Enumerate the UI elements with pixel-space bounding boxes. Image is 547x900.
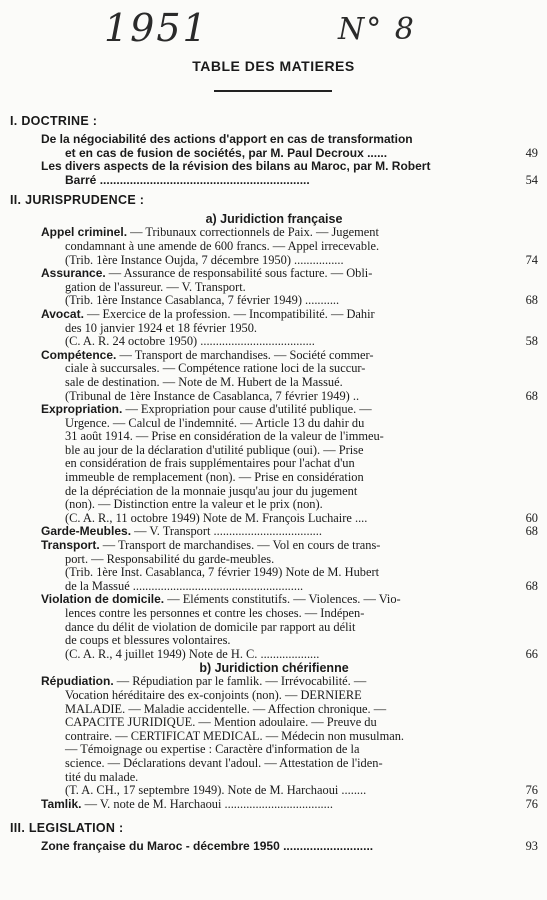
toc-entry-line [41,539,500,553]
toc-entry-line [41,634,500,648]
toc-entry-head: Garde-Meubles. [41,524,132,539]
toc-entry-line [41,444,500,458]
toc-entry-line [41,322,500,336]
toc-page-number: 93 [525,839,538,854]
toc-entry-text: 31 août 1914. — Prise en considération de la valeur de l'immeu- [65,429,384,444]
toc-entry-text: MALADIE. — Maladie accidentelle. — Affection chronique. — [65,701,387,716]
title-underline [214,90,332,92]
toc-entry-text: De la négociabilité des actions d'apport en cas de transformation [41,132,413,146]
toc-entry-line [41,840,500,854]
cherifienne-entries [10,675,538,811]
subheading-juridiction-francaise: a) Juridiction française [205,212,343,227]
toc-entry-line [41,430,500,444]
toc-entry-line [41,403,500,417]
toc-entry-line [41,133,500,147]
toc-page-number: 68 [525,388,538,403]
section-heading-jurisprudence: II. JURISPRUDENCE : [10,193,145,208]
toc-entry-text: (non). — Distinction entre la valeur et le prix (non). [65,497,323,512]
toc-entry-text: (Trib. 1ère Instance Casablanca, 7 février 1949) ........... [65,293,340,308]
table-of-contents [10,114,538,854]
toc-entry-text: sale de destination. — Note de M. Hubert de la Massué. [65,374,343,389]
toc-entry-text: ciale à succursales. — Compétence ratione loci de la succur- [65,361,366,376]
toc-entry-text: — Transport de marchandises. — Vol en cours de trans- [99,538,381,553]
section-heading-doctrine: I. DOCTRINE : [10,114,98,128]
toc-entry-text: — Eléments constitutifs. — Violences. — Vio- [164,592,401,607]
toc-entry-text: des 10 janvier 1924 et 18 février 1950. [65,320,258,335]
toc-entry-line [41,362,500,376]
toc-entry-line [41,689,500,703]
toc-entry [41,226,538,267]
toc-page-number: 58 [525,334,538,349]
page-title: TABLE DES MATIERES [192,58,355,74]
toc-entry-head: Violation de domicile. [41,592,165,607]
toc-entry-line [41,730,500,744]
toc-entry-head: Zone française du Maroc [41,839,183,854]
doctrine-entries [10,133,538,187]
toc-entry-line [41,512,500,526]
toc-entry [41,267,538,308]
toc-entry-text: - décembre 1950 ........................... [182,839,374,854]
toc-entry-line [41,743,500,757]
toc-entry-line [41,335,500,349]
toc-entry-line [41,593,500,607]
toc-page-number: 66 [525,646,538,661]
legislation-entries [10,840,538,854]
toc-page-number: 68 [525,524,538,539]
toc-entry-text: science. — Déclarations devant l'adoul. — Attestation de l'iden- [65,755,383,770]
toc-entry-line [41,525,500,539]
toc-entry-line [41,240,500,254]
toc-entry [41,133,538,160]
toc-entry-text: de la dépréciation de la monnaie jusqu'au jour du jugement [65,483,358,498]
toc-page-number: 74 [525,252,538,267]
toc-page-number: 49 [525,145,538,160]
toc-entry-text: ble au jour de la déclaration d'utilité publique (oui). — Prise [65,442,364,457]
toc-entry-line [41,376,500,390]
toc-entry [41,525,538,539]
toc-entry-line [41,254,500,268]
toc-page-number: 68 [525,578,538,593]
toc-entry-line [41,675,500,689]
toc-entry-text: tité du malade. [65,769,139,784]
toc-entry-text: — Répudiation par le famlik. — Irrévocabilité. — [113,674,367,689]
toc-entry-line [41,716,500,730]
toc-entry-line [41,174,500,188]
toc-entry-line [41,798,500,812]
toc-entry-line [41,160,500,174]
toc-entry-line [41,498,500,512]
toc-entry-line [41,757,500,771]
toc-entry-line [41,580,500,594]
toc-entry-line [41,308,500,322]
subheading-juridiction-cherifienne: b) Juridiction chérifienne [199,661,349,676]
toc-entry-line [41,485,500,499]
toc-entry-text: (C. A. R., 4 juillet 1949) Note de H. C. ................... [65,646,320,661]
toc-entry-text: en considération de frais supplémentaires pour l'achat d'un [65,456,355,471]
toc-entry [41,403,538,525]
toc-entry-line [41,417,500,431]
toc-entry-line [41,267,500,281]
toc-entry-text: lences contre les personnes et contre les choses. — Indépen- [65,606,365,620]
toc-entry-line [41,349,500,363]
toc-entry-head: Expropriation. [41,402,123,417]
toc-entry-head: Appel criminel. [41,225,128,240]
toc-entry [41,160,538,187]
toc-entry-text: contraire. — CERTIFICAT MEDICAL. — Médecin non musulman. [65,728,405,743]
toc-page-number: 54 [525,172,538,187]
toc-entry-line [41,648,500,662]
toc-page-number: 68 [525,293,538,308]
toc-entry-text: immeuble de remplacement (non). — Prise en considération [65,470,364,485]
toc-entry-text: — Expropriation pour cause d'utilité publique. — [122,402,372,417]
toc-entry-text: — Assurance de responsabilité sous facture. — Obli- [105,266,373,281]
toc-entry-text: Urgence. — Calcul de l'indemnité. — Article 13 du dahir du [65,415,365,430]
toc-entry-text: (C. A. R., 11 octobre 1949) Note de M. François Luchaire .... [65,510,368,525]
toc-entry-text: (C. A. R. 24 octobre 1950) ..................................... [65,334,315,349]
toc-entry [41,539,538,593]
toc-entry-text: — Exercice de la profession. — Incompatibilité. — Dahir [83,306,375,321]
toc-entry-text: (Trib. 1ère Instance Oujda, 7 décembre 1950) ................ [65,252,344,267]
toc-entry-text: — Tribunaux correctionnels de Paix. — Jugement [127,225,379,240]
toc-entry-text: port. — Responsabilité du garde-meubles. [65,551,275,566]
toc-entry-text: condamnant à une amende de 600 francs. — Appel irrecevable. [65,238,380,253]
toc-entry [41,675,538,797]
toc-entry-text: dance du délit de violation de domicile par rapport au délit [65,619,356,634]
toc-entry [41,798,538,812]
toc-entry-line [41,471,500,485]
toc-page-number: 60 [525,510,538,525]
toc-entry [41,308,538,349]
toc-entry-text: (Tribunal de 1ère Instance de Casablanca, 7 février 1949) .. [65,388,360,403]
toc-entry-text: Vocation héréditaire des ex-conjoints (non). — DERNIERE [65,687,362,702]
toc-entry-head: Tamlik. [41,796,82,811]
toc-entry-text: (T. A. CH., 17 septembre 1949). Note de M. Harchaoui ........ [65,783,367,798]
toc-entry-line [41,281,500,295]
francaise-entries [10,226,538,661]
toc-entry-text: — V. note de M. Harchaoui ................................... [81,796,333,811]
toc-entry-line [41,457,500,471]
toc-entry-line [41,566,500,580]
toc-entry-text: — V. Transport ................................... [131,524,322,539]
toc-entry-line [41,390,500,404]
toc-entry [41,349,538,403]
toc-entry-head: Assurance. [41,266,106,281]
toc-entry [41,593,538,661]
toc-entry-line [41,703,500,717]
toc-entry-text: et en cas de fusion de sociétés, par M. Paul Decroux ...... [65,145,388,160]
toc-entry-line [41,621,500,635]
toc-entry-head: Avocat. [41,306,84,321]
toc-entry-line [41,226,500,240]
toc-page-number: 76 [525,783,538,798]
toc-entry-line [41,607,500,621]
toc-entry-line [41,771,500,785]
toc-entry-text: — Témoignage ou expertise : Caractère d'information de la [65,742,360,757]
toc-entry-head: Compétence. [41,347,117,362]
toc-entry-text: de coups et blessures volontaires. [65,633,231,648]
toc-entry-head: Répudiation. [41,674,114,689]
toc-entry-text: (Trib. 1ère Inst. Casablanca, 7 février 1949) Note de M. Hubert [65,565,380,580]
toc-entry-line [41,784,500,798]
toc-entry-head: Transport. [41,538,100,553]
toc-entry-text: Les divers aspects de la révision des bilans au Maroc, par M. Robert [41,159,431,174]
toc-entry-text: CAPACITE JURIDIQUE. — Mention adoulaire. — Preuve du [65,715,377,730]
handwritten-year: 1951 [104,6,209,50]
handwritten-number: N° 8 [338,12,416,47]
section-heading-legislation: III. LEGISLATION : [10,821,124,836]
toc-entry [41,840,538,854]
toc-entry-text: Barré ............................................................... [65,172,310,187]
toc-entry-text: — Transport de marchandises. — Société commer- [116,347,374,362]
toc-entry-line [41,294,500,308]
toc-entry-text: de la Massué ....................................................... [65,578,304,593]
toc-entry-line [41,553,500,567]
toc-entry-text: gation de l'assureur. — V. Transport. [65,279,246,294]
toc-entry-line [41,147,500,161]
toc-page-number: 76 [525,796,538,811]
